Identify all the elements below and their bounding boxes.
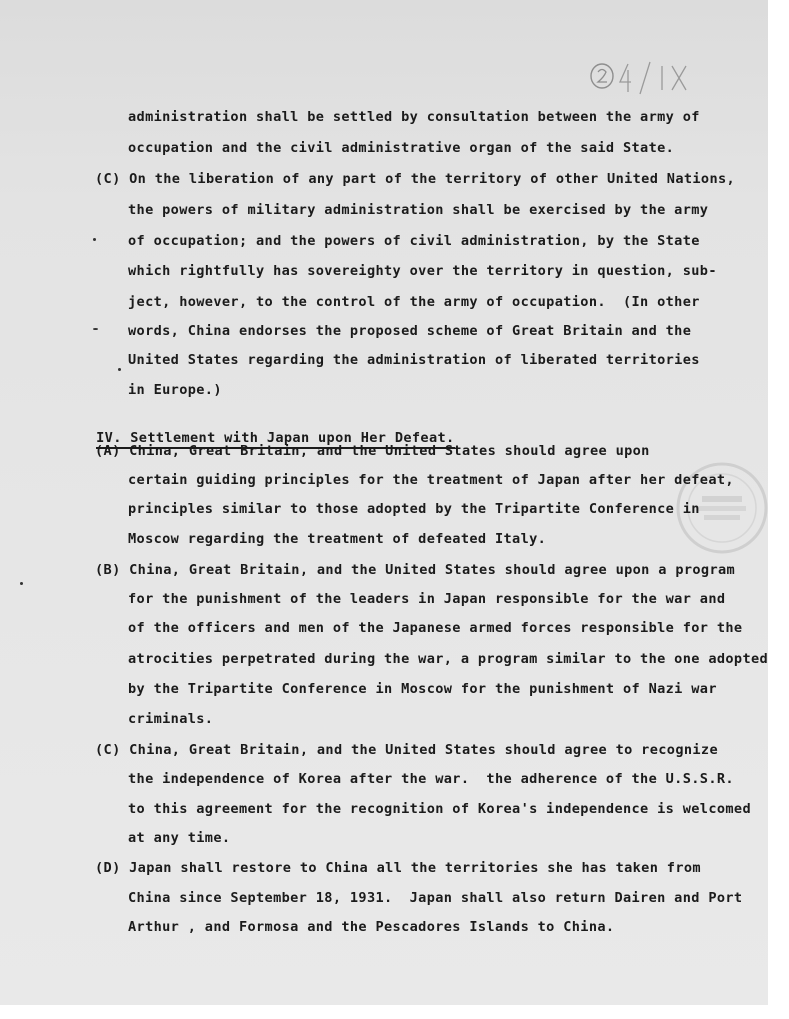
- text-line: by the Tripartite Conference in Moscow for the punishment of Nazi war: [128, 681, 717, 697]
- handwritten-annotation: [588, 60, 698, 96]
- text-line: (C) On the liberation of any part of the territory of other United Nations,: [95, 171, 736, 187]
- text-line: in Europe.): [128, 382, 222, 398]
- text-line: (B) China, Great Britain, and the United States should agree upon a program: [95, 562, 736, 578]
- text-line: the powers of military administration shall be exercised by the army: [128, 202, 709, 218]
- text-line: principles similar to those adopted by the Tripartite Conference in: [128, 501, 700, 517]
- text-line: certain guiding principles for the treatment of Japan after her defeat,: [128, 472, 734, 488]
- text-line: which rightfully has sovereighty over the territory in question, sub-: [128, 263, 717, 279]
- speck-mark: [93, 238, 96, 241]
- text-line: Moscow regarding the treatment of defeated Italy.: [128, 531, 547, 547]
- text-line: China since September 18, 1931. Japan shall also return Dairen and Port: [128, 890, 743, 906]
- text-line: administration shall be settled by consultation between the army of: [128, 109, 700, 125]
- text-line: of occupation; and the powers of civil administration, by the State: [128, 233, 700, 249]
- text-line: Arthur , and Formosa and the Pescadores Islands to China.: [128, 919, 615, 935]
- text-line: (A) China, Great Britain, and the United States should agree upon: [95, 443, 650, 459]
- text-line: criminals.: [128, 711, 214, 727]
- text-line: United States regarding the administration of liberated territories: [128, 352, 700, 368]
- text-line: words, China endorses the proposed scheme of Great Britain and the: [128, 323, 692, 339]
- text-line: occupation and the civil administrative organ of the said State.: [128, 140, 675, 156]
- speck-mark: [20, 582, 23, 585]
- text-line: to this agreement for the recognition of Korea's independence is welcomed: [128, 801, 751, 817]
- text-line: ject, however, to the control of the army of occupation. (In other: [128, 294, 700, 310]
- text-line: (D) Japan shall restore to China all the territories she has taken from: [95, 860, 701, 876]
- speck-mark: [118, 368, 121, 371]
- text-line: the independence of Korea after the war. the adherence of the U.S.S.R.: [128, 771, 734, 787]
- text-line: (C) China, Great Britain, and the United States should agree to recognize: [95, 742, 718, 758]
- section-heading-text: IV. Settlement with Japan upon Her Defeat.: [96, 430, 454, 449]
- text-line: for the punishment of the leaders in Japan responsible for the war and: [128, 591, 726, 607]
- speck-mark: [93, 328, 98, 330]
- text-line: atrocities perpetrated during the war, a program similar to the one adopted: [128, 651, 768, 667]
- text-line: at any time.: [128, 830, 231, 846]
- text-line: of the officers and men of the Japanese armed forces responsible for the: [128, 620, 743, 636]
